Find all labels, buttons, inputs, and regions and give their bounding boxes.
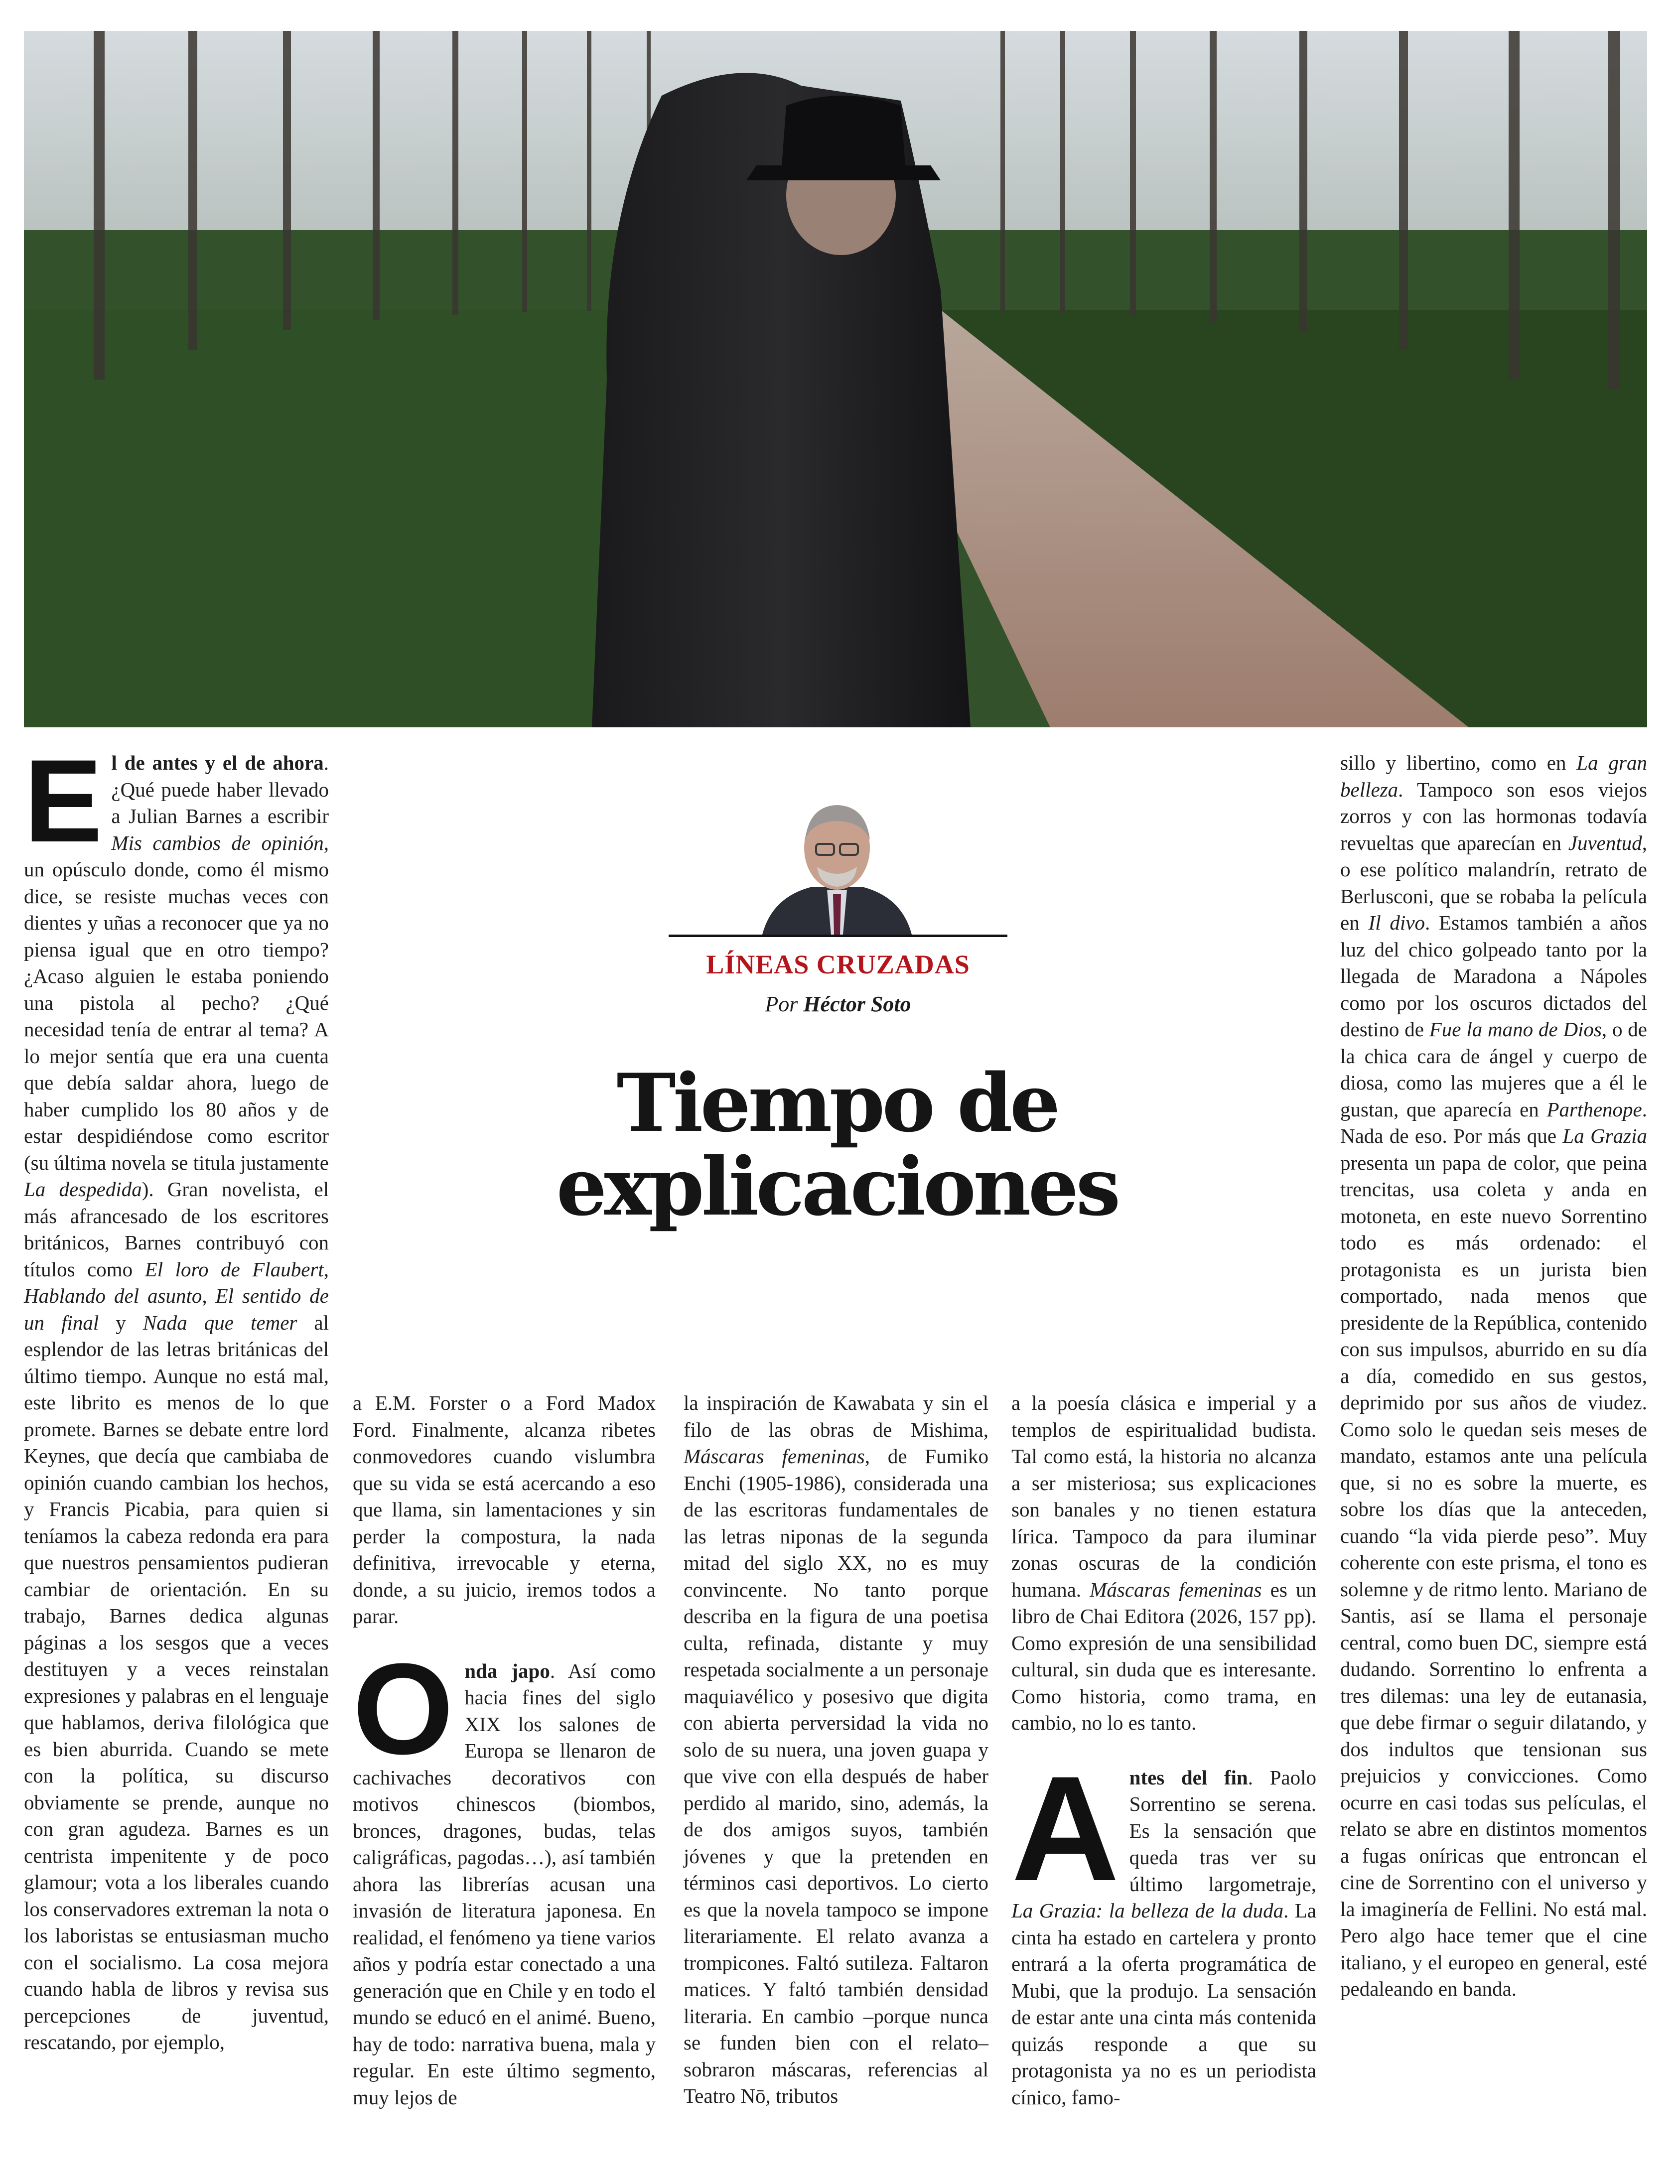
section-lead: nda japo [464, 1659, 550, 1682]
section-kicker: LÍNEAS CRUZADAS [706, 950, 970, 979]
section-lead: ntes del fin [1129, 1766, 1248, 1789]
article-column-3: la inspiración de Kawabata y sin el filo de las obras de Mishima, Máscaras femeninas, de Fumiko Enchi (1905-1986), considerada una de las escritoras fundamentales de las letras niponas de la segunda mitad del siglo XX, no es muy convincente. No tanto porque describa en la figura de una poetisa culta, refinada, distante y muy respetada socialmente a un personaje maquiavélico y posesivo que digita con abierta perversidad la vida no solo de su nuera, una joven guapa y que vive con ella después de haber perdido al marido, sino, además, la de dos amigos suyos, también jóvenes y que la pretenden en términos casi deportivos. Lo cierto es que la novela tampoco se impone literariamente. El relato avanza a trompicones. Faltó sutileza. Faltaron matices. Y faltó también densidad literaria. En cambio –porque nunca se funden bien con el relato– sobraron máscaras, referencias al Teatro Nō, tributos [684, 1391, 988, 2107]
headline-line-1: Tiempo de [616, 1056, 1058, 1150]
article-column-4: a la poesía clásica e imperial y a templos de espiritualidad budista. Tal como está, la historia no alcanza a ser misteriosa; sus explicaciones son banales y no tienen estatura lírica. Tampoco da para iluminar zonas oscuras de la condición humana. Máscaras femeninas es un libro de Chai Editora (2026, 157 pp). Como expresión de una sensibilidad cultural, sin duda que es interesante. Como historia, como trama, en cambio, no lo es tanto. Antes del fin. Paolo Sorrentino se serena. Es la sensación que queda tras ver su último largometraje, La Grazia: la belleza de la duda. La cinta ha estado en cartelera y pronto entrará a la oferta programática de Mubi, que la produjo. La sensación de estar ante una cinta más contenida quizás responde a que su protagonista ya no es un periodista cínico, famo- [1011, 1391, 1317, 2109]
paragraph-column-2-top: a E.M. Forster o a Ford Madox Ford. Finalmente, alcanza ribetes conmovedores cuando vislumbra que su vida se está acercando a eso que llama, sin lamentaciones y sin perder la compostura, la nada definitiva, irrevocable y eterna, donde, a su juicio, iremos todos a parar. [353, 1391, 656, 1628]
byline [669, 991, 1007, 1017]
drop-cap: E [24, 735, 103, 867]
article-column-1: El de antes y el de ahora. ¿Qué puede haber llevado a Julian Barnes a escribir Mis cambios de opinión, un opúsculo donde, como él mismo dice, se resiste muchas veces con dientes y uñas a reconocer que ya no piensa igual que en otro tiempo? ¿Acaso alguien le estaba poniendo una pistola al pecho? ¿Qué necesidad tenía de entrar al tema? A lo mejor sentía que era una cuenta que debía saldar ahora, luego de haber cumplido los 80 años y de estar despidiéndose como escritor (su última novela se titula justamente La despedida). Gran novelista, el más afrancesado de los escritores británicos, Barnes contribuyó con títulos como El loro de Flaubert, Hablando del asunto, El sentido de un final y Nada que temer al esplendor de las letras británicas del último tiempo. Aunque no está mal, este librito es menos de lo que promete. Barnes se debate entre lord Keynes, que decía que cambiaba de opinión cuando cambian los hechos, y Francis Picabia, para quien si teníamos la cabeza redonda era para que nuestros pensamientos pudieran cambiar de orientación. En su trabajo, Barnes dedica algunas páginas a los sesgos que a veces destituyen y a veces reinstalan expresiones y palabras en el lenguaje que hablamos, deriva filológica que es bien aburrida. Cuando se mete con la política, su discurso obviamente se prende, aunque no con gran agudeza. Barnes es un centrista impenitente y de poco glamour; vota a los liberales cuando los conservadores extreman la nota o los laboristas se entusiasman mucho con el socialismo. La cosa mejora cuando habla de libros y revisa sus percepciones de juventud, rescatando, por ejemplo, [24, 735, 329, 2053]
headline-line-2: explicaciones [556, 1140, 1118, 1233]
byline-author: Héctor Soto [803, 992, 911, 1016]
section-lead: l de antes y el de ahora [111, 751, 324, 774]
article-column-2: a E.M. Forster o a Ford Madox Ford. Finalmente, alcanza ribetes conmovedores cuando vislumbra que su vida se está acercando a eso que llama, sin lamentaciones y sin perder la compostura, la nada definitiva, irrevocable y eterna, donde, a su juicio, iremos todos a parar. Onda japo. Así como hacia fines del siglo XIX los salones de Europa se llenaron de cachivaches decorativos con motivos chinescos (biombos, bronces, dragones, budas, telas caligráficas, pagodas…), así también ahora las librerías acusan una invasión de literatura japonesa. En realidad, el fenómeno ya tiene varios años y podría estar conectado a una generación que en Chile y en todo el mundo se educó en el animé. Bueno, hay de todo: narrativa buena, mala y regular. En este último segmento, muy lejos de [353, 1390, 656, 2167]
byline-prefix: Por [765, 992, 798, 1016]
road-landscape-illustration [24, 31, 1647, 727]
drop-cap: O [353, 1637, 454, 1781]
article-column-5: sillo y libertino, como en La gran belleza. Tampoco son esos viejos zorros y con las hormonas todavía revueltas que aparecían en Juventud, o ese político malandrín, retrato de Berlusconi, que se robaba la película en Il divo. Estamos también a años luz del chico golpeado tanto por la llegada de Maradona a Nápoles como por los oscuros dictados del destino de Fue la mano de Dios, o de la chica cara de ángel y cuerpo de diosa, como las mujeres que a él le gustan, que aparecía en Parthenope. Nada de eso. Por más que La Grazia presenta un papa de color, que peina trencitas, usa coleta y anda en motoneta, en este nuevo Sorrentino todo es más ordenado: el protagonista es un jurista bien comportado, nada menos que presidente de la República, contenido con sus impulsos, aburrido en su día a día, comedido en sus gestos, deprimido por sus años de viudez. Como solo le quedan seis meses de mandato, estamos ante una película que, si no es sobre la muerte, es sobre los días que la anteceden, cuando “la vida pierde peso”. Muy coherente con este prisma, el tono es solemne y de ritmo lento. Mariano de Santis, así se llama el personaje central, como buen DC, siempre está dudando. Sorrentino lo enfrenta a tres dilemas: una ley de eutanasia, que debe firmar o seguir dilatando, y dos indultos que tensionan sus prejuicios y convicciones. Como ocurre en casi todas sus películas, el relato se abre en distintos momentos a fugas oníricas que entroncan el cine de Sorrentino con el universo y la imaginería de Fellini. No está mal. Pero algo hace temer que el cine italiano, y el europeo en general, esté pedaleando en banda. [1340, 751, 1648, 2000]
lead-photo [24, 31, 1647, 727]
headline [548, 1056, 1126, 1233]
author-portrait [757, 792, 917, 935]
drop-cap: A [1011, 1744, 1120, 1912]
section-rule [669, 935, 1007, 937]
